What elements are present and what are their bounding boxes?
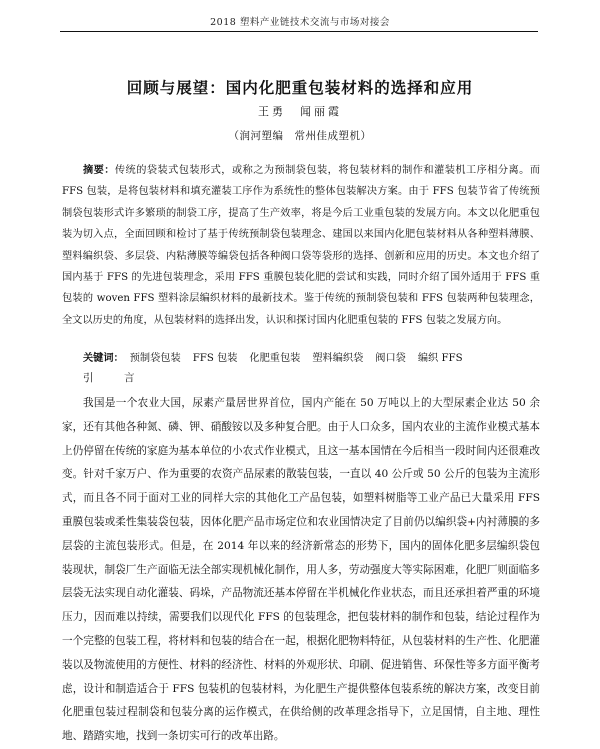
keyword: 编织 FFS [417,353,463,364]
keyword: 阀口袋 [375,353,406,364]
keyword: 预制袋包装 [129,353,181,364]
keyword: 化肥重包装 [249,353,301,364]
header-rule [60,31,538,32]
keywords-label: 关键词： [83,352,124,364]
body-paragraph: 我国是一个农业大国，尿素产量居世界首位，国内产能在 50 万吨以上的大型尿素企业达 50 余家，还有其他各种氮、磷、钾、硝酸铵以及多种复合肥。由于人口众多，国内农业的主流作业模式基本上仍停留在传统的家庭为基本单位的小农式作业模式，且这一基本国情在今后相当一段时间内还很难改变。针对千家万户、作为重要的农资产品尿素的散装包装，一直以 40 公斤或 50 公斤的包装为主流形式，而且各不同于面对工业的同样大宗的其他化工产品包装，如塑料树脂等工业产品已大量采用 FFS 重膜包装或柔性集装袋包装，因体化肥产品市场定位和农业国情决定了目前仍以编织袋+内衬薄膜的多层袋的主流包装形式。但是，在 2014 年以来的经济新常态的形势下，国内的固体化肥多层编织袋包装现状，制袋厂生产面临无法全部实现机械化制作，用人多，劳动强度大等实际困难，化肥厂则面临多层袋无法实现自动化灌装、码垛，产品物流还基本停留在半机械化作业状态，而且还承担着严重的环境压力，因而难以持续，需要我们以现代化 FFS 的包装理念，把包装材料的制作和包装，结论过程作为一个完整的包装工程，将材料和包装的结合在一起，根据化肥物料特征，从包装材料的生产性、化肥灌装以及物流使用的方便性、材料的经济性、材料的外观形状、印刷、促进销售、环保性等多方面平衡考虑，设计和制造适合于 FFS 包装机的包装材料，为化肥生产提供整体包装系统的解决方案，改变目前化肥重包装过程制袋和包装分离的运作模式，在供给侧的改革理念指导下，立足国情，自主地、理性地、踏踏实地，找到一条切实可行的改革出路。 [62,397,540,743]
abstract-text: 传统的袋装式包装形式，或称之为预制袋包装，将包装材料的制作和灌装机工序相分离。而 FFS 包装，是将包装材料和填充灌装工序作为系统性的整体包装解决方案。由于 FFS 包装节省了传统预制袋包装形式许多繁琐的制袋工序，提高了生产效率，将是今后工业重包装的发展方向。本文以化肥重包装为切入点，全面回顾和检讨了基于传统预制袋包装理念、建国以来国内化肥包装材料从各种塑料薄膜、塑料编织袋、多层袋、内粘薄膜等编袋包括各种阀口袋等袋形的选择、创新和应用的历史。本文也介绍了国内基于 FFS 的先进包装理念，采用 FFS 重膜包装化肥的尝试和实践，同时介绍了国外适用于 FFS 重包装的 woven FFS 塑料涂层编织材料的最新技术。鉴于传统的预制袋包装和 FFS 包装两种包装理念，全文以历史的角度，从包装材料的选择出发，认识和探讨国内化肥重包装的 FFS 包装之发展方向。 [62,165,541,326]
abstract [62,160,540,331]
paper-affiliation: （润河塑编 常州佳成塑机） [228,130,372,142]
keyword: 塑料编织袋 [312,353,364,364]
abstract-label: 摘要： [83,164,115,176]
keyword: FFS 包装 [192,353,238,364]
running-header: 2018 塑料产业链技术交流与市场对接会 [210,17,390,28]
paper-authors: 王勇 闻丽霞 [258,105,342,118]
section-heading-introduction: 引 言 [83,372,145,384]
keywords [62,348,540,369]
paper-title: 回顾与展望：国内化肥重包装材料的选择和应用 [126,78,474,97]
